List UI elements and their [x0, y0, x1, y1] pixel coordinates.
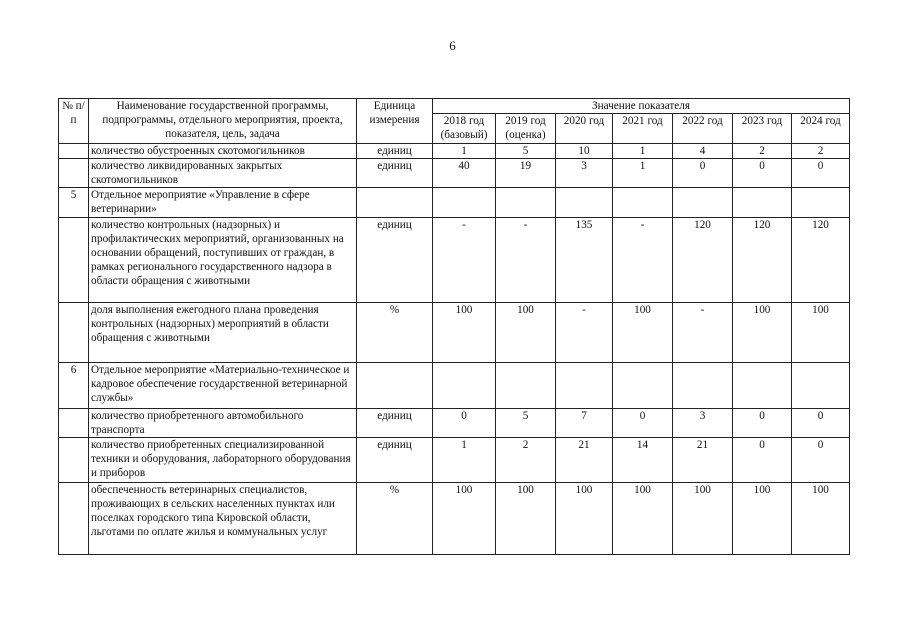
value-cell: 135 — [556, 218, 613, 303]
value-cell — [673, 363, 733, 409]
value-cell: 100 — [733, 483, 792, 555]
value-cell: - — [496, 218, 556, 303]
row-number-cell — [59, 438, 89, 483]
value-cell — [673, 188, 733, 218]
value-cell: - — [613, 218, 673, 303]
value-cell: 120 — [792, 218, 850, 303]
value-cell: 100 — [733, 303, 792, 363]
value-cell: 0 — [733, 409, 792, 438]
table-row — [59, 363, 850, 409]
value-cell: 120 — [673, 218, 733, 303]
value-cell: 4 — [673, 144, 733, 159]
value-cell — [613, 188, 673, 218]
value-cell: 14 — [613, 438, 673, 483]
value-cell: 0 — [792, 159, 850, 188]
row-number-cell: 6 — [59, 363, 89, 409]
value-cell: 100 — [496, 303, 556, 363]
unit-cell: единиц — [357, 159, 433, 188]
year-header: 2020 год — [556, 114, 613, 144]
value-cell: - — [556, 303, 613, 363]
value-cell: 0 — [733, 159, 792, 188]
value-cell — [733, 188, 792, 218]
value-cell: 7 — [556, 409, 613, 438]
indicator-name-cell: Отдельное мероприятие «Материально-техническое и кадровое обеспечение государственной ветеринарной службы» — [89, 363, 357, 409]
indicator-name-cell: Отдельное мероприятие «Управление в сфере ветеринарии» — [89, 188, 357, 218]
value-cell — [733, 363, 792, 409]
value-cell: 3 — [556, 159, 613, 188]
value-cell: 21 — [673, 438, 733, 483]
col-name-header: Наименование государственной программы, подпрограммы, отдельного мероприятия, проекта, показателя, цель, задача — [89, 99, 357, 144]
unit-cell: единиц — [357, 218, 433, 303]
table-row — [59, 483, 850, 555]
table-row — [59, 144, 850, 159]
value-cell: 1 — [433, 438, 496, 483]
value-cell: 1 — [613, 144, 673, 159]
value-cell: 100 — [433, 483, 496, 555]
value-cell: 100 — [613, 303, 673, 363]
row-number-cell — [59, 303, 89, 363]
year-header: 2021 год — [613, 114, 673, 144]
table-row — [59, 159, 850, 188]
unit-cell — [357, 188, 433, 218]
value-cell: 1 — [613, 159, 673, 188]
unit-cell: единиц — [357, 409, 433, 438]
value-cell: 19 — [496, 159, 556, 188]
unit-cell: единиц — [357, 144, 433, 159]
value-cell: 100 — [613, 483, 673, 555]
col-num-header: № п/п — [59, 99, 89, 144]
year-header: 2024 год — [792, 114, 850, 144]
value-cell: - — [433, 218, 496, 303]
value-cell: 40 — [433, 159, 496, 188]
value-cell — [496, 188, 556, 218]
indicator-name-cell: количество приобретенного автомобильного транспорта — [89, 409, 357, 438]
row-number-cell — [59, 159, 89, 188]
indicator-name-cell: количество приобретенных специализированной техники и оборудования, лабораторного оборудования и приборов — [89, 438, 357, 483]
value-cell: 1 — [433, 144, 496, 159]
value-cell: 3 — [673, 409, 733, 438]
table-row — [59, 303, 850, 363]
value-cell: 0 — [613, 409, 673, 438]
indicators-table — [58, 98, 850, 555]
value-cell: 0 — [433, 409, 496, 438]
value-cell: 0 — [673, 159, 733, 188]
unit-cell — [357, 363, 433, 409]
value-cell: 0 — [792, 438, 850, 483]
value-cell: 100 — [792, 303, 850, 363]
table-row — [59, 438, 850, 483]
value-cell: 5 — [496, 409, 556, 438]
value-cell: 0 — [733, 438, 792, 483]
value-cell: 100 — [673, 483, 733, 555]
row-number-cell — [59, 409, 89, 438]
value-cell — [556, 188, 613, 218]
value-cell: 100 — [556, 483, 613, 555]
value-cell — [433, 188, 496, 218]
indicator-name-cell: обеспеченность ветеринарных специалистов, проживающих в сельских населенных пунктах или поселках городского типа Кировской области, льготами по оплате жилья и коммунальных услуг — [89, 483, 357, 555]
row-number-cell: 5 — [59, 188, 89, 218]
year-header: 2018 год (базовый) — [433, 114, 496, 144]
indicator-name-cell: количество ликвидированных закрытых скотомогильников — [89, 159, 357, 188]
row-number-cell — [59, 218, 89, 303]
indicator-name-cell: доля выполнения ежегодного плана проведения контрольных (надзорных) мероприятий в области обращения с животными — [89, 303, 357, 363]
table-body — [59, 144, 850, 555]
page-number: 6 — [449, 38, 456, 53]
unit-cell: % — [357, 483, 433, 555]
value-cell: 2 — [496, 438, 556, 483]
values-group-header: Значение показателя — [433, 99, 850, 114]
unit-cell: % — [357, 303, 433, 363]
table-row — [59, 188, 850, 218]
value-cell — [792, 188, 850, 218]
table-row — [59, 218, 850, 303]
value-cell: 21 — [556, 438, 613, 483]
unit-cell: единиц — [357, 438, 433, 483]
value-cell: 10 — [556, 144, 613, 159]
value-cell — [433, 363, 496, 409]
value-cell — [613, 363, 673, 409]
value-cell: 100 — [496, 483, 556, 555]
col-unit-header: Единица измерения — [357, 99, 433, 144]
value-cell: 2 — [792, 144, 850, 159]
value-cell: 100 — [433, 303, 496, 363]
value-cell: 5 — [496, 144, 556, 159]
value-cell: 0 — [792, 409, 850, 438]
table-row — [59, 409, 850, 438]
year-header: 2022 год — [673, 114, 733, 144]
value-cell — [792, 363, 850, 409]
value-cell: 100 — [792, 483, 850, 555]
indicator-name-cell: количество обустроенных скотомогильников — [89, 144, 357, 159]
year-header: 2023 год — [733, 114, 792, 144]
row-number-cell — [59, 144, 89, 159]
value-cell — [556, 363, 613, 409]
table-header — [59, 99, 850, 144]
indicator-name-cell: количество контрольных (надзорных) и профилактических мероприятий, организованных на основании обращений, поступивших от граждан, в рамках регионального государственного надзора в области обращения с животными — [89, 218, 357, 303]
row-number-cell — [59, 483, 89, 555]
value-cell: 120 — [733, 218, 792, 303]
value-cell: - — [673, 303, 733, 363]
year-header: 2019 год (оценка) — [496, 114, 556, 144]
value-cell: 2 — [733, 144, 792, 159]
value-cell — [496, 363, 556, 409]
